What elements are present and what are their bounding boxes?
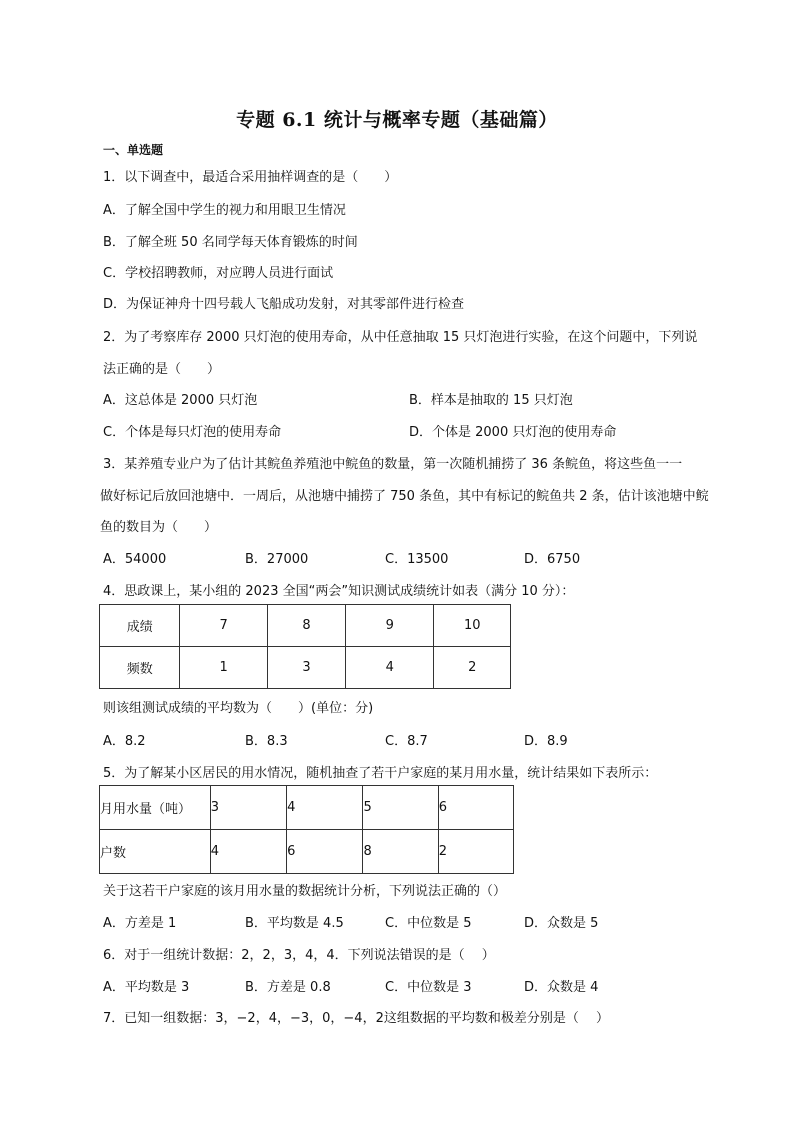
question-6-option-c: C．中位数是 3 — [385, 980, 472, 995]
question-5-option-d: D．众数是 5 — [524, 916, 599, 931]
table-cell: 6 — [287, 830, 363, 874]
table-cell: 3 — [210, 786, 286, 830]
table-cell: 成绩 — [100, 605, 180, 647]
question-2-stem-line1: 2．为了考察库存 2000 只灯泡的使用寿命，从中任意抽取 15 只灯泡进行实验，在这个问题中，下列说 — [103, 330, 698, 345]
question-3-stem-line1: 3．某养殖专业户为了估计其鲩鱼养殖池中鲩鱼的数量，第一次随机捕捞了 36 条鲩鱼，将这些鱼一一 — [103, 457, 683, 472]
table-row — [100, 786, 514, 830]
table-cell: 8 — [267, 605, 345, 647]
question-3-option-b: B．27000 — [245, 552, 309, 567]
question-6-option-d: D．众数是 4 — [524, 980, 599, 995]
question-1-stem: 1．以下调查中，最适合采用抽样调查的是（ ） — [103, 170, 398, 185]
question-3-option-c: C．13500 — [385, 552, 449, 567]
table-cell: 5 — [363, 786, 438, 830]
table-cell: 10 — [434, 605, 511, 647]
document-title: 专题 6.1 统计与概率专题（基础篇） — [236, 109, 558, 131]
question-3-option-a: A．54000 — [103, 552, 167, 567]
question-2-option-c: C．个体是每只灯泡的使用寿命 — [103, 425, 282, 440]
table-cell: 2 — [434, 647, 511, 689]
table-cell: 频数 — [100, 647, 180, 689]
question-5-option-b: B．平均数是 4.5 — [245, 916, 344, 931]
table-cell: 4 — [346, 647, 434, 689]
question-4-option-a: A．8.2 — [103, 734, 146, 749]
question-3-option-d: D．6750 — [524, 552, 581, 567]
question-2-option-d: D．个体是 2000 只灯泡的使用寿命 — [409, 425, 617, 440]
question-4-option-b: B．8.3 — [245, 734, 288, 749]
question-2-option-a: A．这总体是 2000 只灯泡 — [103, 393, 258, 408]
table-cell: 月用水量（吨） — [100, 786, 211, 830]
table-cell: 4 — [210, 830, 286, 874]
question-2-stem-line2: 法正确的是（ ） — [103, 362, 221, 377]
table-cell: 6 — [438, 786, 513, 830]
table-cell: 1 — [180, 647, 267, 689]
question-5-followup: 关于这若干户家庭的该月用水量的数据统计分析，下列说法正确的（） — [103, 884, 507, 899]
question-7-stem: 7．已知一组数据：3，−2，4，−3，0，−4，2这组数据的平均数和极差分别是（ ） — [103, 1011, 609, 1026]
table-cell: 8 — [363, 830, 438, 874]
question-1-option-b: B．了解全班 50 名同学每天体育锻炼的时间 — [103, 235, 358, 250]
question-1-option-a: A．了解全国中学生的视力和用眼卫生情况 — [103, 203, 346, 218]
question-4-option-d: D．8.9 — [524, 734, 568, 749]
question-1-option-d: D．为保证神舟十四号载人飞船成功发射，对其零部件进行检查 — [103, 297, 465, 312]
question-1-option-c: C．学校招聘教师，对应聘人员进行面试 — [103, 266, 334, 281]
question-6-option-b: B．方差是 0.8 — [245, 980, 331, 995]
question-4-stem: 4．思政课上，某小组的 2023 全国“两会”知识测试成绩统计如表（满分 10 分）： — [103, 584, 575, 599]
water-usage-table — [99, 785, 514, 874]
question-6-stem: 6．对于一组统计数据：2，2，3，4，4．下列说法错误的是（ ） — [103, 948, 495, 963]
question-2-option-b: B．样本是抽取的 15 只灯泡 — [409, 393, 573, 408]
question-5-option-a: A．方差是 1 — [103, 916, 177, 931]
table-cell: 4 — [287, 786, 363, 830]
table-cell: 3 — [267, 647, 345, 689]
question-3-stem-line3: 鱼的数目为（ ） — [100, 520, 218, 535]
question-6-option-a: A．平均数是 3 — [103, 980, 190, 995]
question-3-stem-line2: 做好标记后放回池塘中．一周后，从池塘中捕捞了 750 条鱼，其中有标记的鲩鱼共 2 条，估计该池塘中鲩 — [100, 489, 709, 504]
table-row — [100, 830, 514, 874]
section-heading: 一、单选题 — [103, 143, 164, 157]
question-5-stem: 5．为了解某小区居民的用水情况，随机抽查了若干户家庭的某月用水量，统计结果如下表所示： — [103, 766, 658, 781]
table-cell: 户数 — [100, 830, 211, 874]
question-4-option-c: C．8.7 — [385, 734, 428, 749]
table-cell: 9 — [346, 605, 434, 647]
question-5-option-c: C．中位数是 5 — [385, 916, 472, 931]
score-frequency-table — [99, 604, 511, 689]
table-row — [100, 647, 511, 689]
table-cell: 7 — [180, 605, 267, 647]
table-row — [100, 605, 511, 647]
question-4-followup: 则该组测试成绩的平均数为（ ）(单位：分) — [103, 701, 374, 716]
table-cell: 2 — [438, 830, 513, 874]
